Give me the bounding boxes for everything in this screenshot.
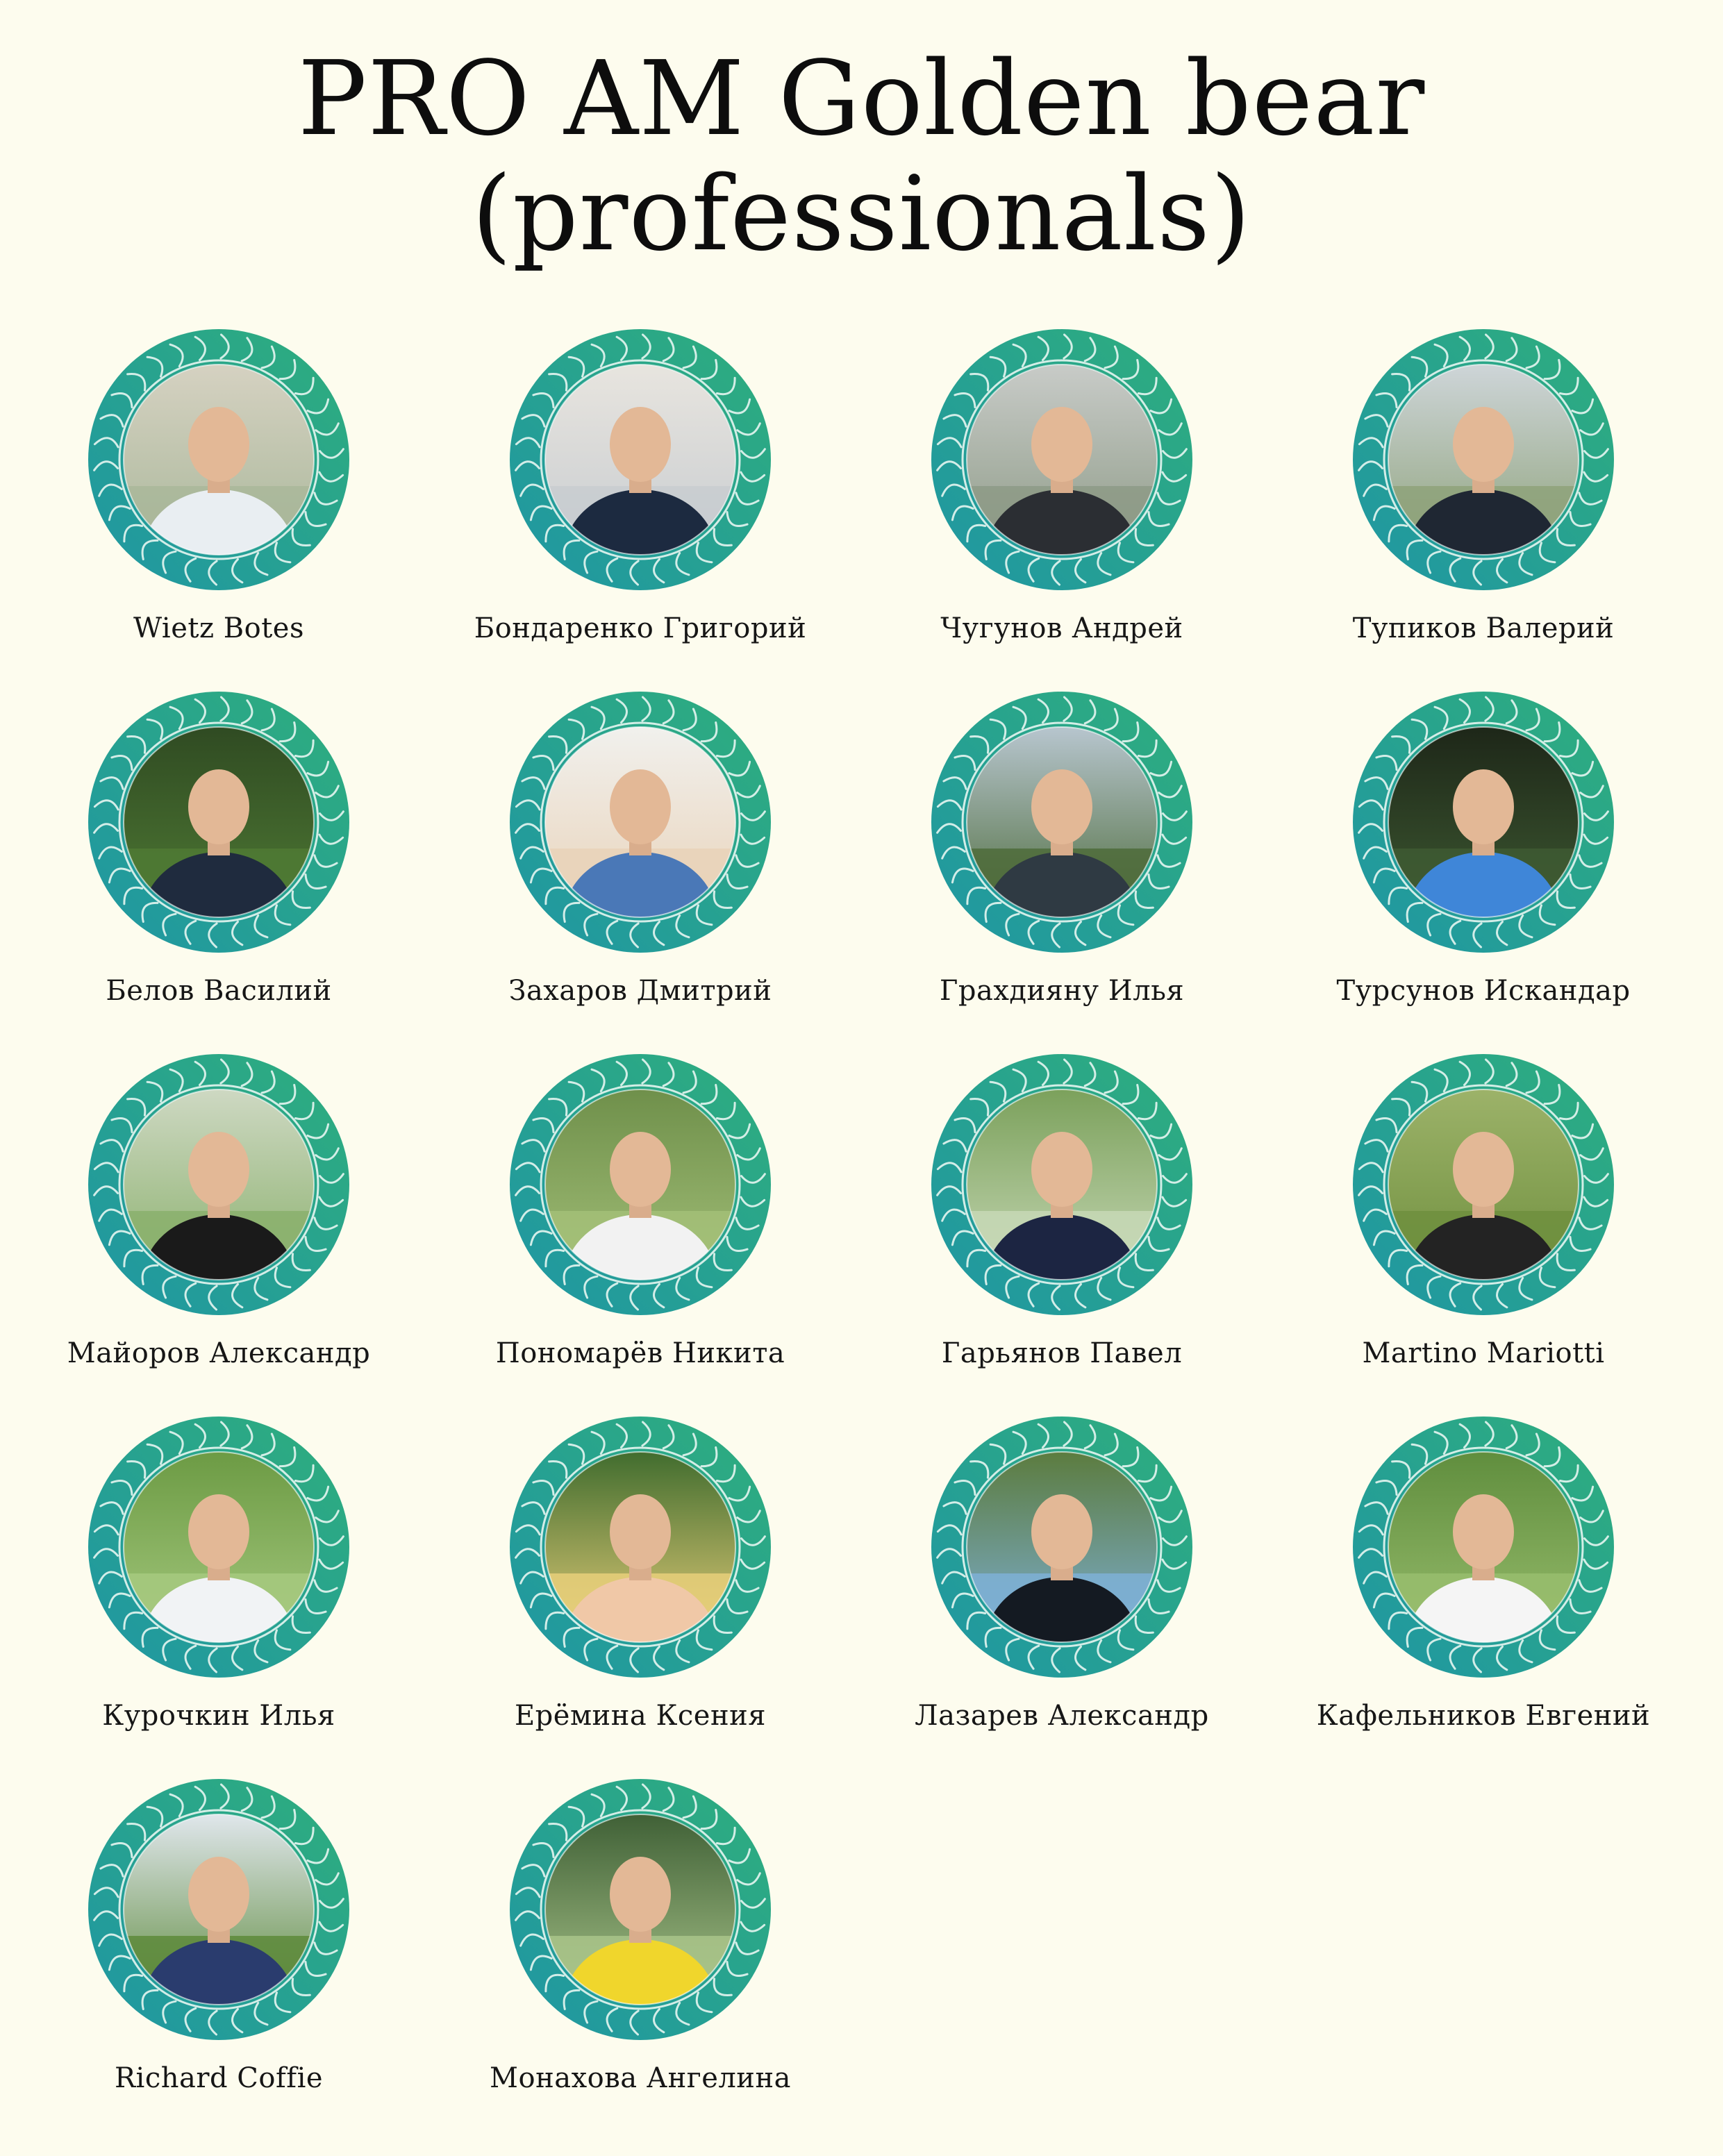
professional-card <box>446 326 835 687</box>
professional-name: Лазарев Александр <box>915 1700 1209 1732</box>
professional-name: Захаров Дмитрий <box>508 975 772 1007</box>
professional-card <box>867 1414 1256 1775</box>
page-title-line-2: (professionals) <box>472 153 1251 274</box>
professional-name: Чугунов Андрей <box>940 612 1183 644</box>
professional-card <box>1289 1051 1678 1412</box>
professional-name: Майоров Александр <box>67 1337 371 1369</box>
professional-name: Гарьянов Павел <box>941 1337 1183 1369</box>
professional-card <box>1289 689 1678 1050</box>
medal-frame <box>507 1776 774 2043</box>
professional-name: Турсунов Искандар <box>1336 975 1631 1007</box>
medal-frame <box>507 689 774 955</box>
professional-name: Курочкин Илья <box>102 1700 335 1732</box>
professional-card <box>446 1776 835 2137</box>
professional-card <box>867 689 1256 1050</box>
medal-frame <box>929 1051 1195 1318</box>
professional-card <box>24 1414 413 1775</box>
professional-card <box>867 1051 1256 1412</box>
medal-frame <box>1350 326 1617 593</box>
medal-frame <box>85 1414 352 1680</box>
professional-name: Martino Mariotti <box>1362 1337 1605 1369</box>
professional-card <box>446 689 835 1050</box>
medal-frame <box>1350 689 1617 955</box>
professional-card <box>24 1051 413 1412</box>
professional-name: Грахдияну Илья <box>939 975 1185 1007</box>
professional-name: Ерёмина Ксения <box>514 1700 767 1732</box>
professional-card <box>1289 1414 1678 1775</box>
professional-name: Бондаренко Григорий <box>474 612 807 644</box>
medal-frame <box>507 326 774 593</box>
medal-frame <box>85 1051 352 1318</box>
professional-card <box>1289 326 1678 687</box>
medal-frame <box>85 1776 352 2043</box>
professional-card <box>867 326 1256 687</box>
professional-card <box>24 326 413 687</box>
professional-name: Richard Coffie <box>114 2062 324 2094</box>
medal-frame <box>1350 1414 1617 1680</box>
professional-card <box>446 1051 835 1412</box>
medal-frame <box>929 326 1195 593</box>
medal-frame <box>85 689 352 955</box>
medal-frame <box>507 1414 774 1680</box>
medal-frame <box>85 326 352 593</box>
medal-frame <box>929 689 1195 955</box>
professional-name: Пономарёв Никита <box>495 1337 785 1369</box>
medal-frame <box>929 1414 1195 1680</box>
medal-frame <box>507 1051 774 1318</box>
professional-name: Белов Василий <box>106 975 332 1007</box>
professional-card <box>446 1414 835 1775</box>
medal-frame <box>1350 1051 1617 1318</box>
professional-card <box>24 1776 413 2137</box>
professional-name: Wietz Botes <box>133 612 304 644</box>
page-title-line-1: PRO AM Golden bear <box>297 39 1426 158</box>
professional-name: Кафельников Евгений <box>1316 1700 1651 1732</box>
professional-card <box>24 689 413 1050</box>
professional-name: Монахова Ангелина <box>490 2062 791 2094</box>
professional-name: Тупиков Валерий <box>1352 612 1615 644</box>
